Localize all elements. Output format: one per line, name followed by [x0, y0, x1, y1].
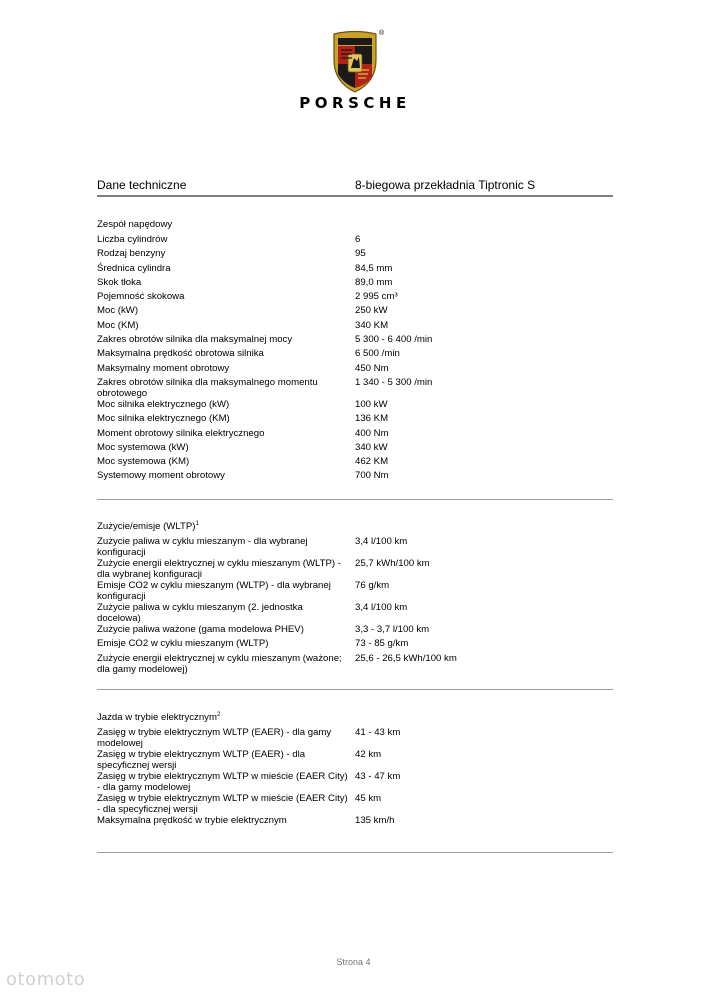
spec-row — [97, 413, 613, 427]
spec-label: Pojemność skokowa — [97, 291, 185, 303]
spec-label: Rodzaj benzyny — [97, 248, 166, 260]
spec-label: Moc silnika elektrycznego (kW) — [97, 398, 230, 410]
spec-value: 135 km/h — [355, 815, 395, 826]
spec-row — [97, 653, 613, 675]
spec-label: Średnica cylindra — [97, 262, 171, 274]
section-divider — [97, 689, 613, 690]
spec-row — [97, 558, 613, 580]
spec-label: Zasięg w trybie elektrycznym WLTP w mieście (EAER City) - dla specyficznej wersji — [97, 793, 348, 815]
spec-value: 6 500 /min — [355, 348, 400, 360]
section-title: Zużycie/emisje (WLTP)$^1$ — [97, 520, 199, 532]
registered-mark: ® — [379, 30, 385, 37]
spec-row — [97, 771, 613, 793]
spec-row — [97, 456, 613, 470]
spec-value: 462 KM — [355, 456, 389, 468]
spec-row — [97, 602, 613, 624]
spec-row — [97, 815, 613, 829]
spec-row — [97, 793, 613, 815]
document-title: Dane techniczne — [97, 178, 187, 192]
spec-row — [97, 334, 613, 348]
spec-label: Maksymalna prędkość w trybie elektrycznym — [97, 815, 287, 826]
spec-label: Emisje CO2 w cyklu mieszanym (WLTP) — [97, 638, 269, 650]
header-divider — [97, 195, 613, 197]
spec-value: 136 KM — [355, 413, 389, 425]
spec-value: 2 995 cm³ — [355, 291, 398, 303]
spec-row — [97, 442, 613, 456]
spec-row — [97, 263, 613, 277]
spec-value: 3,4 l/100 km — [355, 602, 408, 613]
section-electric-driving — [97, 712, 613, 829]
spec-label: Zasięg w trybie elektrycznym WLTP (EAER) - dla specyficznej wersji — [97, 749, 306, 771]
spec-row — [97, 291, 613, 305]
spec-label: Moc (kW) — [97, 305, 139, 317]
spec-label: Moment obrotowy silnika elektrycznego — [97, 427, 265, 439]
spec-row — [97, 277, 613, 291]
spec-value: 250 kW — [355, 305, 388, 317]
spec-row — [97, 305, 613, 319]
spec-row — [97, 363, 613, 377]
watermark: otomoto — [6, 969, 86, 990]
spec-value: 89,0 mm — [355, 276, 393, 288]
spec-value: 73 - 85 g/km — [355, 638, 409, 650]
spec-label: Maksymalny moment obrotowy — [97, 362, 230, 374]
spec-value: 25,7 kWh/100 km — [355, 558, 430, 569]
spec-value: 1 340 - 5 300 /min — [355, 376, 433, 388]
spec-label: Maksymalna prędkość obrotowa silnika — [97, 348, 264, 360]
spec-table — [97, 727, 613, 829]
spec-row — [97, 580, 613, 602]
section-divider — [97, 852, 613, 853]
spec-row — [97, 470, 613, 484]
spec-value: 45 km — [355, 793, 382, 804]
spec-row — [97, 399, 613, 413]
spec-label: Emisje CO2 w cyklu mieszanym (WLTP) - dla wybranej konfiguracji — [97, 580, 331, 602]
spec-value: 340 KM — [355, 319, 389, 331]
section-divider — [97, 499, 613, 500]
spec-value: 400 Nm — [355, 427, 389, 439]
spec-label: Liczba cylindrów — [97, 234, 168, 245]
spec-value: 42 km — [355, 749, 382, 760]
spec-row — [97, 727, 613, 749]
spec-label: Zużycie paliwa w cyklu mieszanym - dla wybranej konfiguracji — [97, 536, 308, 558]
spec-label: Moc systemowa (kW) — [97, 441, 189, 453]
spec-table — [97, 234, 613, 485]
spec-row — [97, 624, 613, 638]
spec-value: 5 300 - 6 400 /min — [355, 334, 433, 346]
spec-value: 76 g/km — [355, 580, 390, 591]
spec-label: Moc systemowa (KM) — [97, 456, 190, 468]
spec-label: Moc silnika elektrycznego (KM) — [97, 413, 230, 425]
spec-label: Zużycie energii elektrycznej w cyklu mieszanym (WLTP) - dla wybranej konfiguracji — [97, 558, 341, 580]
spec-value: 41 - 43 km — [355, 727, 401, 738]
spec-value: 3,3 - 3,7 l/100 km — [355, 624, 430, 635]
spec-label: Zużycie paliwa w cyklu mieszanym (2. jednostka docelowa) — [97, 602, 303, 624]
spec-label: Zużycie energii elektrycznej w cyklu mieszanym (ważone; dla gamy modelowej) — [97, 652, 342, 675]
spec-row — [97, 536, 613, 558]
spec-value: 95 — [355, 248, 366, 260]
spec-value: 3,4 l/100 km — [355, 536, 408, 547]
spec-value: 700 Nm — [355, 470, 389, 482]
section-drivetrain — [97, 219, 613, 485]
porsche-crest-logo — [330, 30, 380, 94]
porsche-wordmark: PORSCHE — [299, 94, 411, 112]
section-title: Zespół napędowy — [97, 219, 173, 230]
spec-row — [97, 320, 613, 334]
spec-row — [97, 428, 613, 442]
spec-value: 43 - 47 km — [355, 771, 401, 782]
page-number: Strona 4 — [336, 957, 371, 967]
spec-value: 84,5 mm — [355, 262, 393, 274]
spec-label: Systemowy moment obrotowy — [97, 470, 225, 482]
spec-label: Zużycie paliwa ważone (gama modelowa PHEV) — [97, 624, 304, 635]
spec-row — [97, 248, 613, 262]
spec-row — [97, 377, 613, 399]
spec-table — [97, 536, 613, 675]
spec-row — [97, 638, 613, 652]
spec-row — [97, 348, 613, 362]
spec-label: Zakres obrotów silnika dla maksymalnej mocy — [97, 334, 293, 346]
spec-label: Zasięg w trybie elektrycznym WLTP (EAER) - dla gamy modelowej — [97, 727, 332, 749]
transmission-title: 8-biegowa przekładnia Tiptronic S — [355, 178, 536, 192]
spec-label: Moc (KM) — [97, 319, 139, 331]
spec-label: Skok tłoka — [97, 276, 142, 288]
brand-header — [0, 0, 707, 120]
spec-label: Zakres obrotów silnika dla maksymalnego momentu obrotowego — [97, 376, 318, 399]
spec-value: 25,6 - 26,5 kWh/100 km — [355, 652, 457, 664]
section-consumption — [97, 521, 613, 675]
spec-row — [97, 234, 613, 248]
spec-row — [97, 749, 613, 771]
spec-value: 340 kW — [355, 441, 388, 453]
spec-value: 6 — [355, 234, 361, 245]
spec-label: Zasięg w trybie elektrycznym WLTP w mieście (EAER City) - dla gamy modelowej — [97, 771, 348, 793]
spec-value: 100 kW — [355, 398, 388, 410]
spec-value: 450 Nm — [355, 362, 389, 374]
section-title: Jazda w trybie elektrycznym$^2$ — [97, 711, 221, 723]
